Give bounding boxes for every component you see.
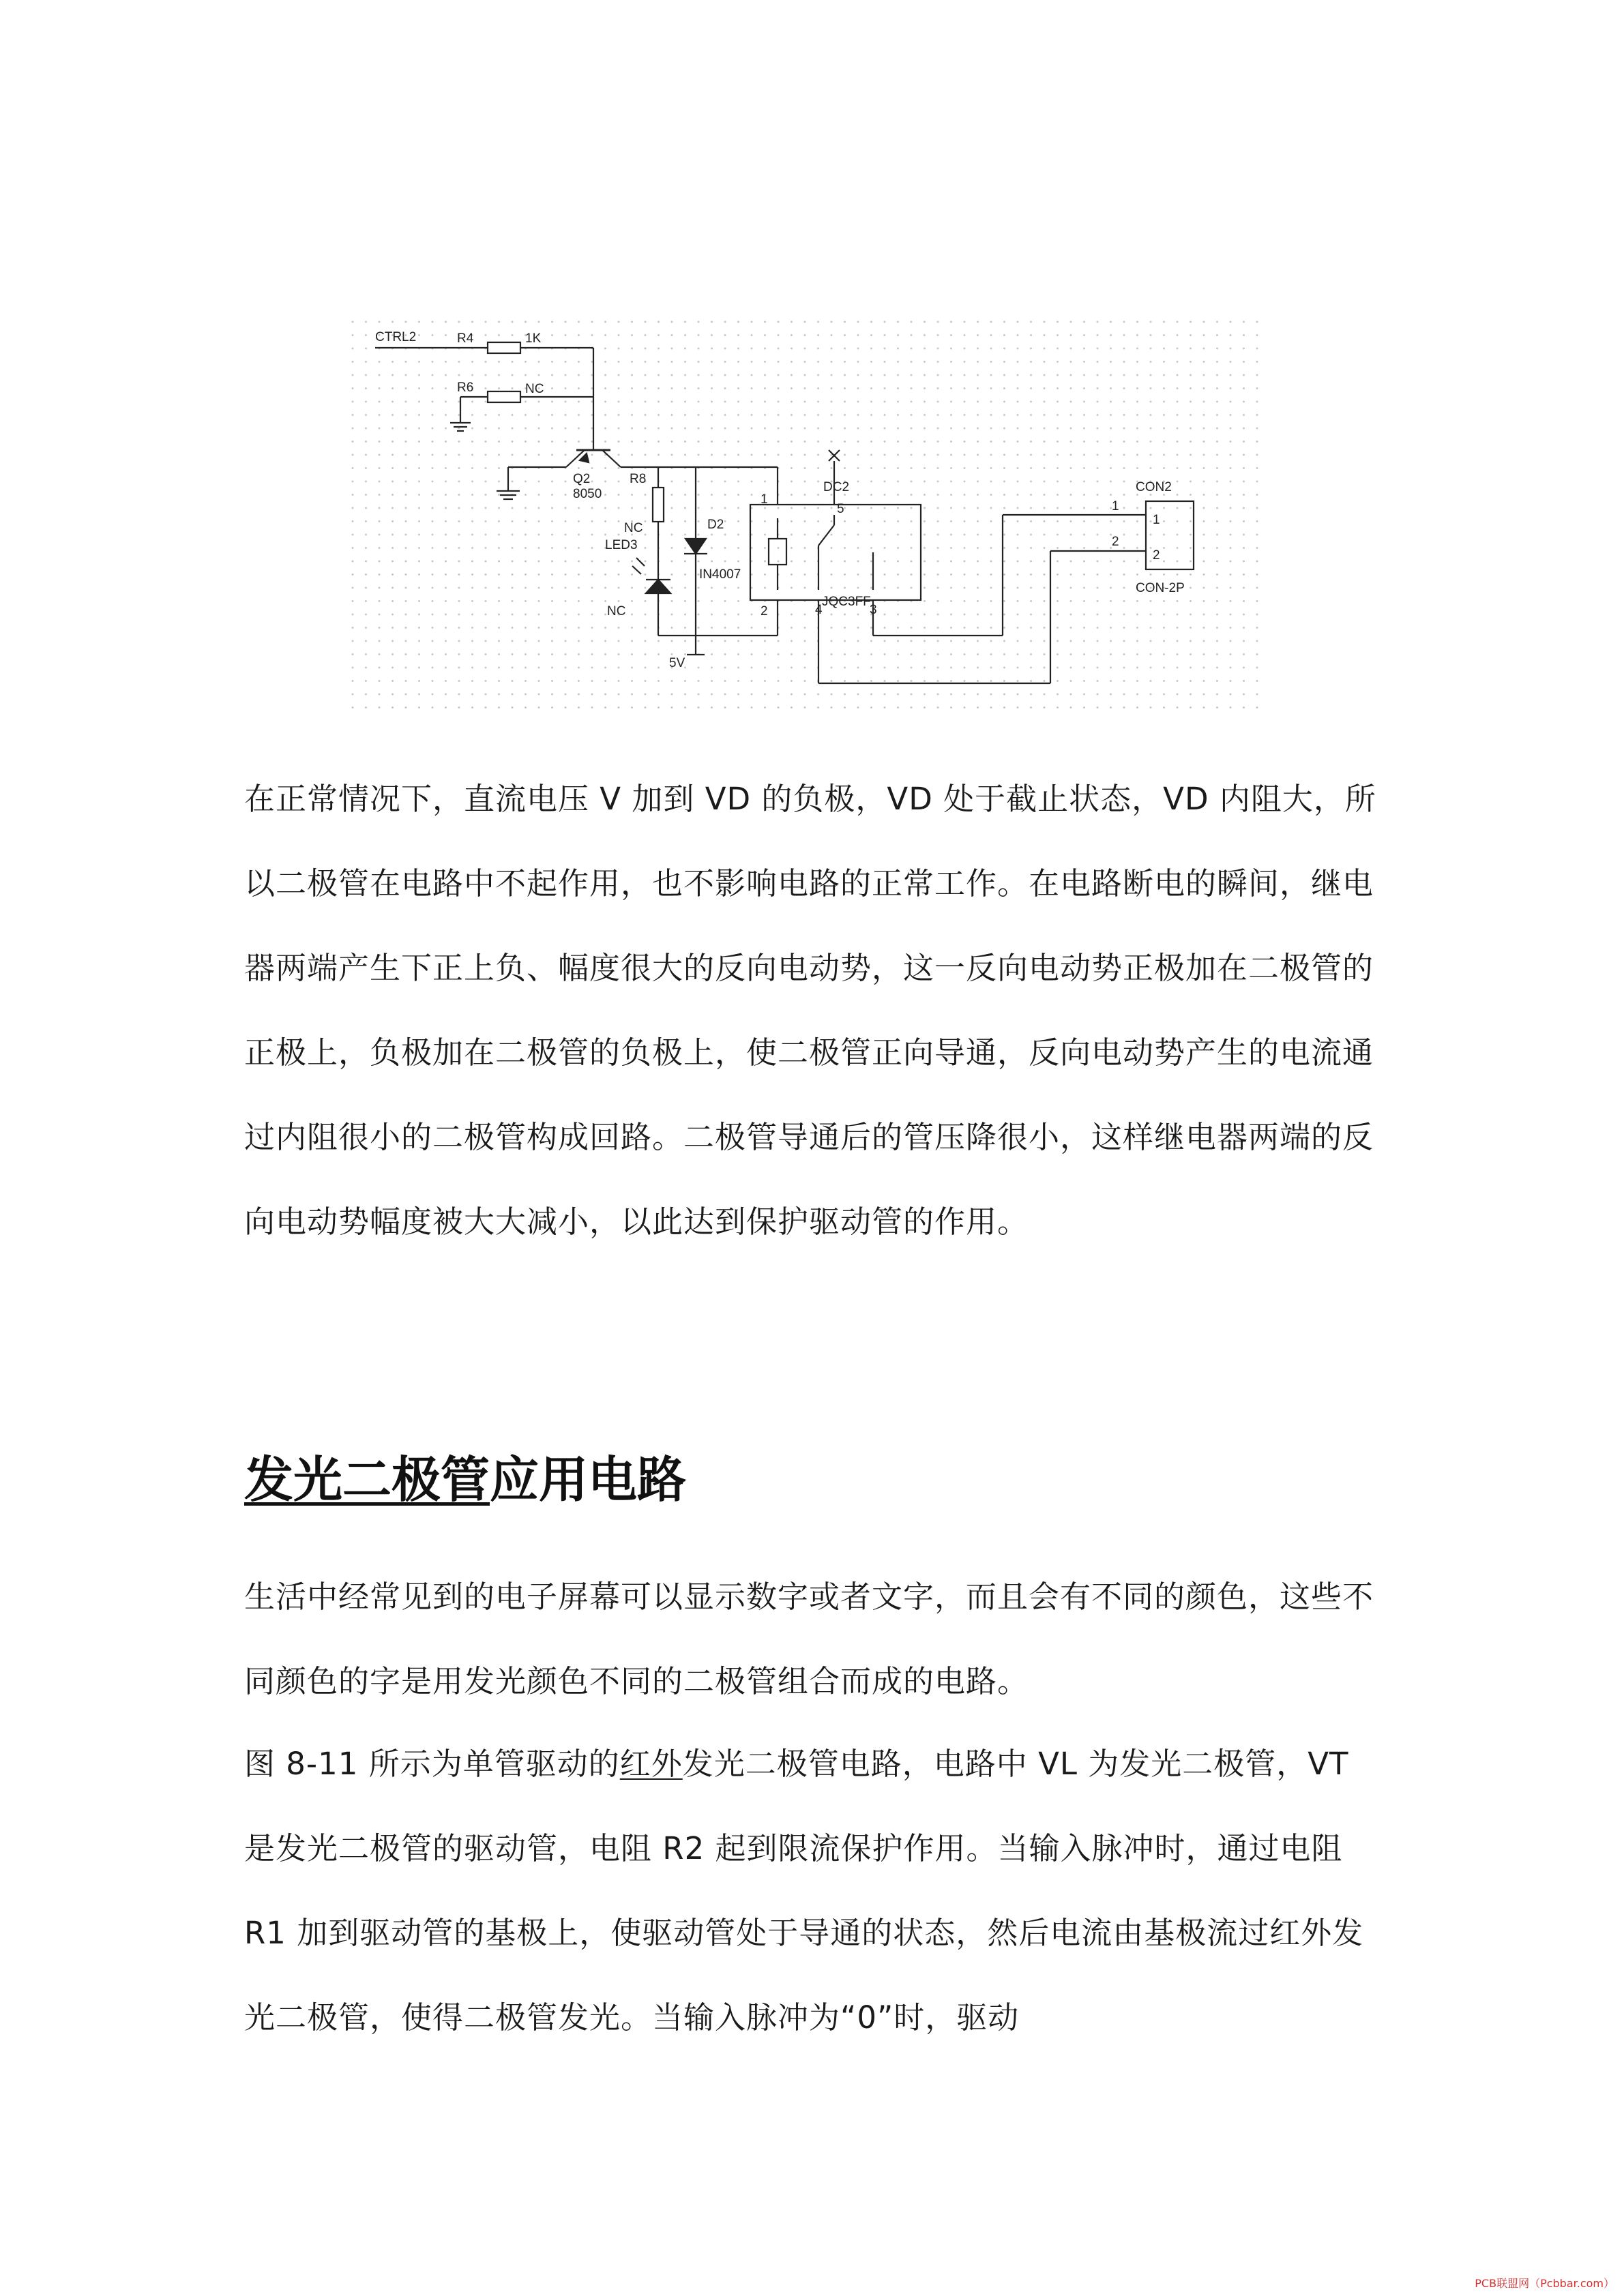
label-q2-part: 8050	[573, 487, 602, 501]
label-relay-pin5: 5	[837, 502, 844, 516]
schematic-figure	[351, 320, 1265, 716]
label-con2: CON2	[1136, 480, 1172, 494]
paragraph-ir-led-circuit	[244, 1722, 1376, 2060]
resistor-r8	[653, 488, 664, 522]
label-con-pin2-in: 2	[1153, 548, 1160, 563]
resistor-r4	[488, 342, 520, 353]
label-relay-pin2: 2	[761, 604, 768, 618]
heading-link[interactable]: 发光二极管	[244, 1451, 490, 1508]
resistor-r6	[488, 391, 520, 402]
label-con2p: CON-2P	[1136, 581, 1185, 595]
label-con-pin1-out: 1	[1112, 499, 1119, 513]
label-con-pin2-out: 2	[1112, 535, 1119, 549]
label-con-pin1-in: 1	[1153, 513, 1160, 527]
label-q2: Q2	[573, 472, 591, 486]
label-r8: R8	[630, 472, 647, 486]
relay-driver-schematic	[351, 320, 1265, 716]
label-relay-pin1: 1	[761, 492, 768, 507]
label-ctrl2: CTRL2	[375, 330, 417, 344]
label-d2: D2	[707, 518, 724, 532]
p3-text-before: 图 8-11 所示为单管驱动的	[244, 1746, 620, 1782]
label-relay-part: JQC3FF	[822, 595, 871, 609]
paragraph-led-intro: 生活中经常见到的电子屏幕可以显示数字或者文字，而且会有不同的颜色，这些不同颜色的字是用发光颜色不同的二极管组合而成的电路。	[244, 1579, 1374, 1699]
label-r4: R4	[457, 331, 474, 346]
label-5v: 5V	[669, 656, 685, 670]
label-relay-pin4: 4	[815, 603, 823, 617]
heading-rest: 应用电路	[490, 1451, 687, 1508]
footer-watermark: PCB联盟网（Pcbbar.com）	[1475, 2277, 1614, 2290]
paragraph-relay-diode: 在正常情况下，直流电压 V 加到 VD 的负极，VD 处于截止状态，VD 内阻大，所以二极管在电路中不起作用，也不影响电路的正常工作。在电路断电的瞬间，继电器两端产生下正上负、幅度很大的反向电动势，这一反向电动势正极加在二极管的正极上，负极加在二极管的负极上，使二极管正向导通，反向电动势产生的电流通过内阻很小的二极管构成回路。二极管导通后的管压降很小，这样继电器两端的反向电动势幅度被大大减小，以此达到保护驱动管的作用。	[244, 781, 1376, 1240]
label-r6-value: NC	[525, 382, 544, 396]
section-heading	[244, 1446, 686, 1514]
label-led3: LED3	[605, 538, 638, 552]
label-r4-value: 1K	[525, 331, 542, 346]
label-r6: R6	[457, 381, 474, 395]
label-nc-r8: NC	[624, 521, 643, 535]
label-d2-part: IN4007	[699, 567, 741, 582]
label-dc: DC2	[823, 480, 850, 494]
label-relay-pin3: 3	[870, 603, 877, 617]
p3-text-after: 发光二极管电路，电路中 VL 为发光二极管，VT 是发光二极管的驱动管，电阻 R2 起到限流保护作用。当输入脉冲时，通过电阻 R1 加到驱动管的基极上，使驱动管处于导通的状态，然后电流由基极流过红外发光二极管，使得二极管发光。当输入脉冲为“0”时，驱动	[244, 1746, 1364, 2036]
infrared-link[interactable]: 红外	[619, 1746, 683, 1782]
grid-background	[351, 320, 1265, 716]
label-nc-led: NC	[607, 604, 626, 618]
